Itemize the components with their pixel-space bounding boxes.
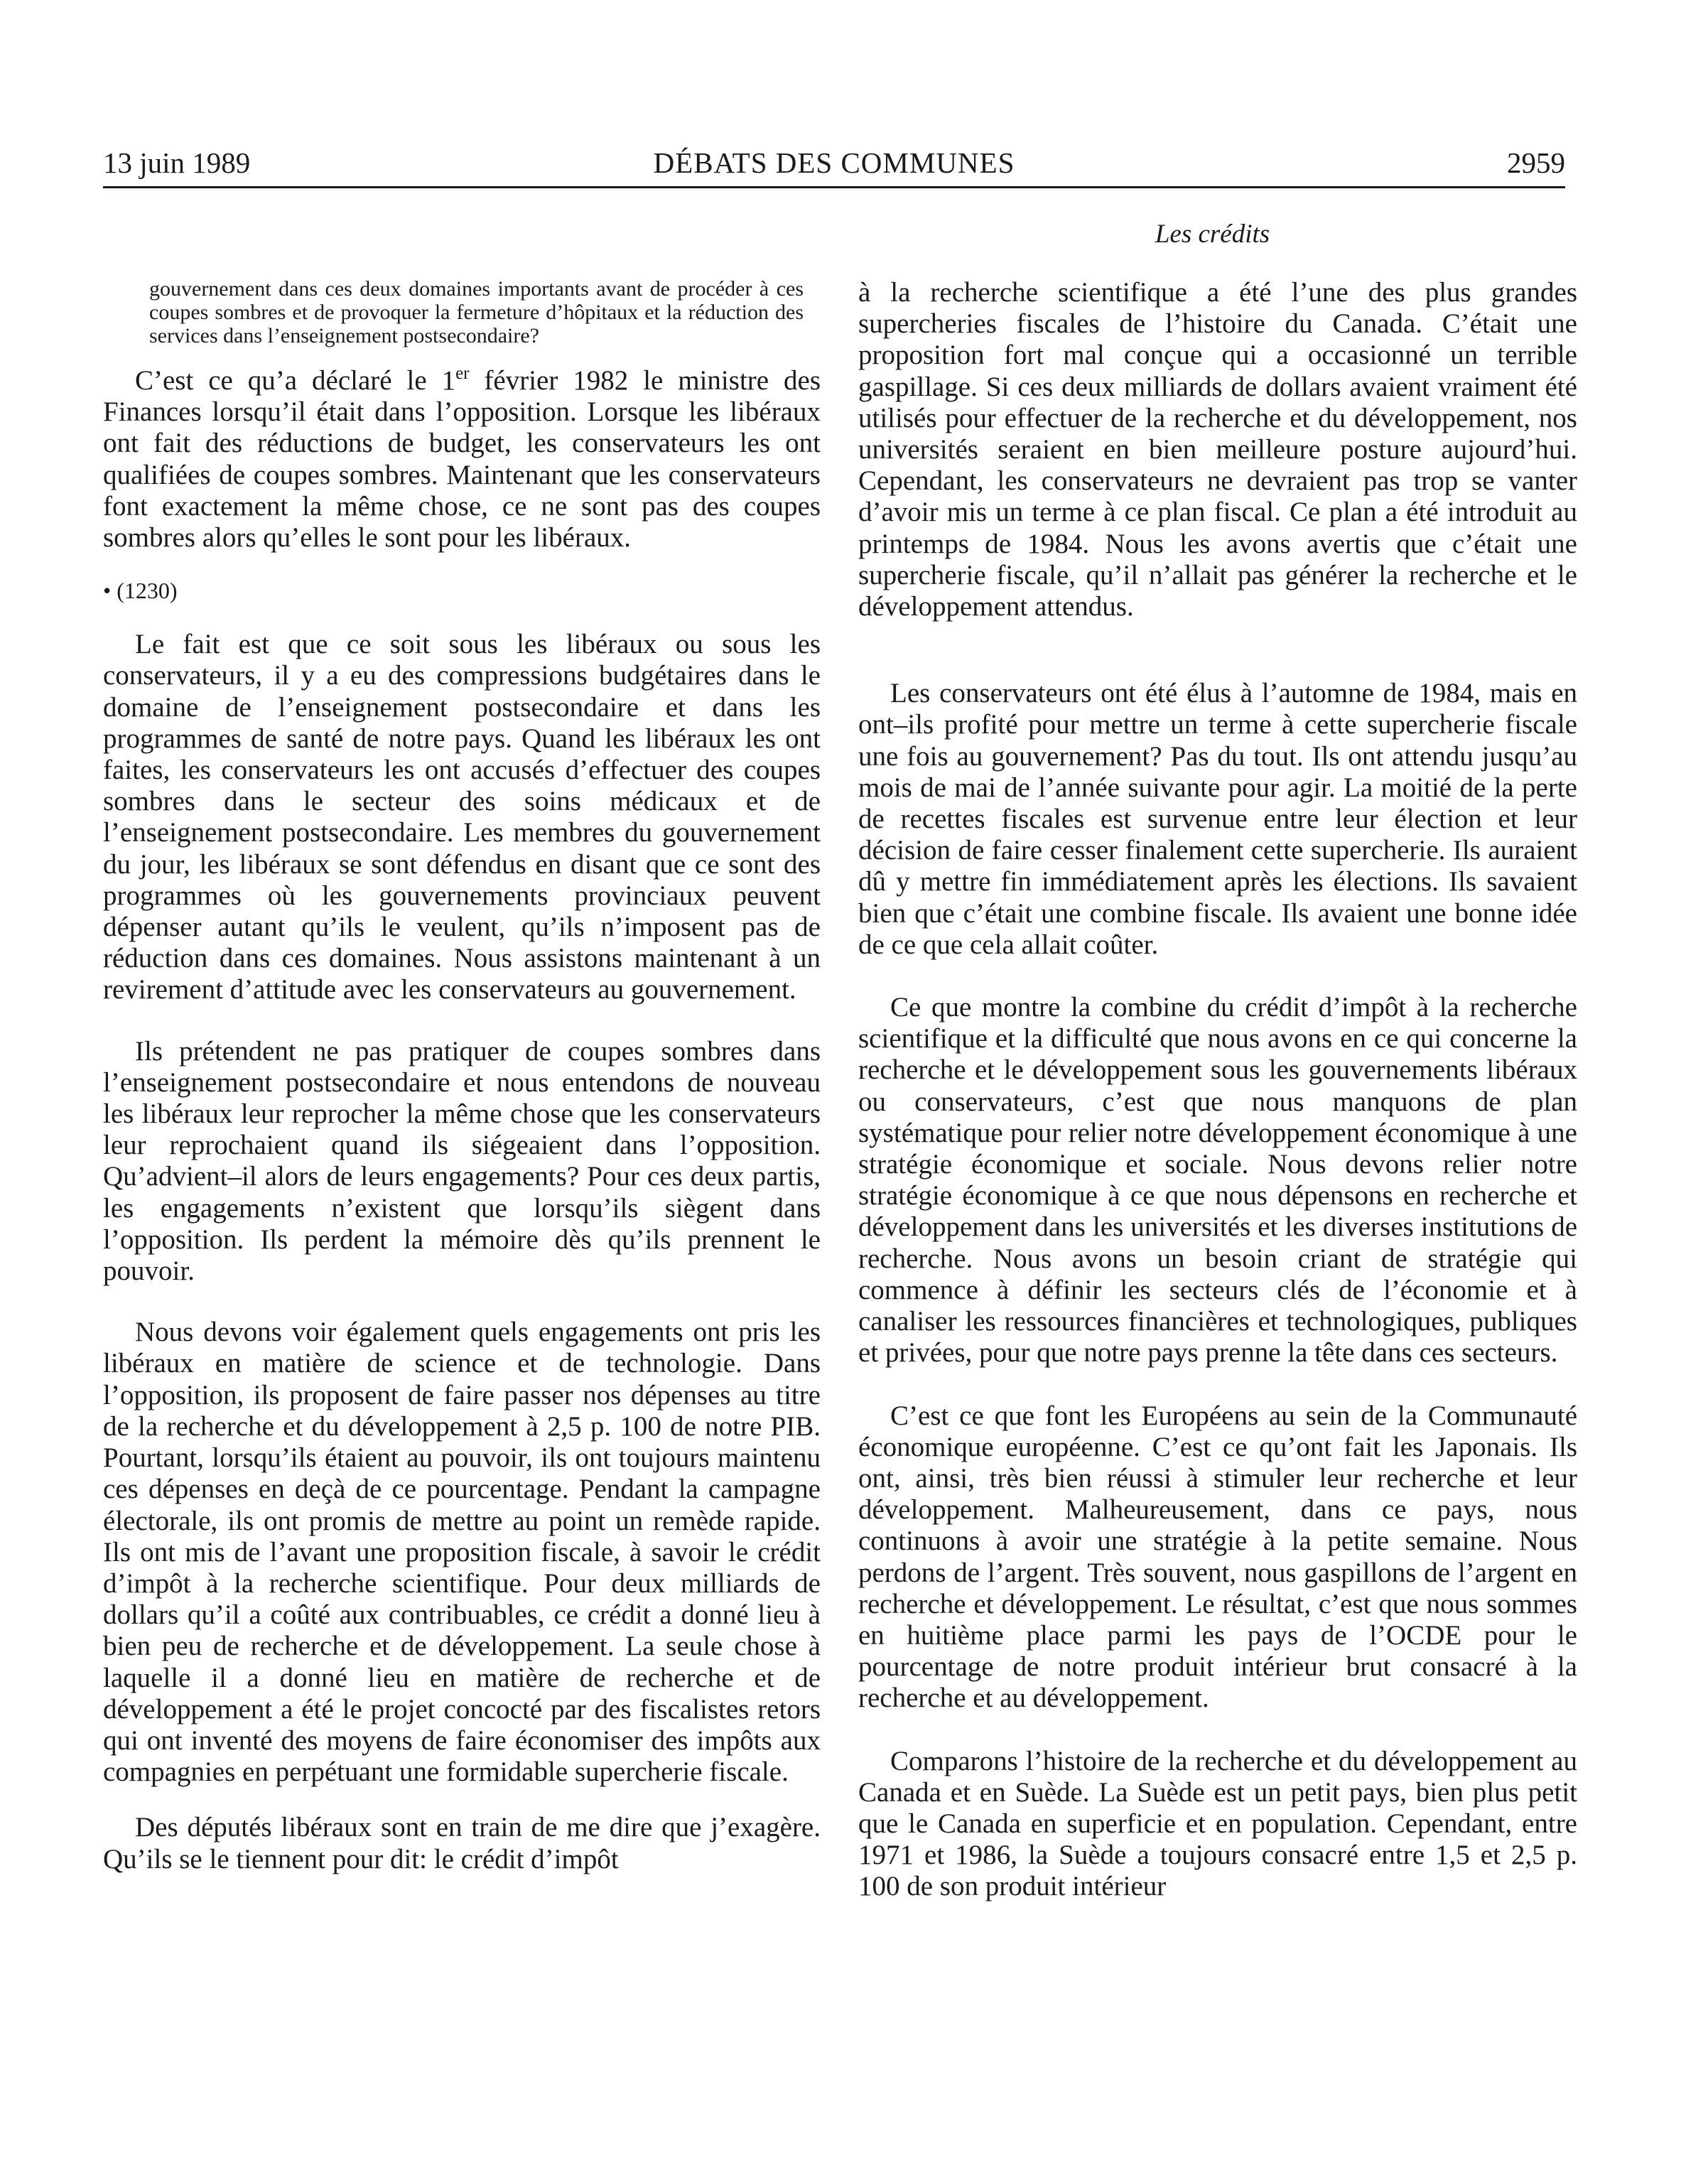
paragraph: Comparons l’histoire de la recherche et du développement au Canada et en Suède. La Suède est un petit pays, bien plus petit que le Canada en superficie et en population. Cependant, entre 1971 et 1986, la Suède a toujours consacré entre 1,5 et 2,5 p. 100 de son produit intérieur	[858, 1745, 1577, 1902]
left-column	[103, 277, 821, 1875]
quoted-passage: gouvernement dans ces deux domaines importants avant de procéder à ces coupes sombres et de provoquer la fermeture d’hôpitaux et la réduction des services dans l’enseignement postsecondaire?	[149, 277, 804, 347]
header-page-number: 2959	[1507, 146, 1565, 179]
header-title: DÉBATS DES COMMUNES	[653, 146, 1015, 179]
paragraph: Ils prétendent ne pas pratiquer de coupes sombres dans l’enseignement postsecondaire et nous entendons de nouveau les libéraux leur reprocher la même chose que les conservateurs leur reprochaient quand ils siégeaient dans l’opposition. Qu’advient–il alors de leurs engagements? Pour ces deux partis, les engagements n’existent que lorsqu’ils siègent dans l’opposition. Ils perdent la mémoire dès qu’ils prennent le pouvoir.	[103, 1035, 821, 1287]
right-column	[858, 277, 1577, 1903]
time-marker: • (1230)	[103, 578, 178, 604]
header-date: 13 juin 1989	[103, 146, 251, 179]
paragraph-text: C’est ce qu’a déclaré le 1	[135, 365, 456, 396]
paragraph: à la recherche scientifique a été l’une des plus grandes supercheries fiscales de l’histoire du Canada. C’était une proposition fort mal conçue qui a occasionné un terrible gaspillage. Si ces deux milliards de dollars avaient vraiment été utilisés pour effectuer de la recherche et du développement, nos universités seraient en bien meilleure posture aujourd’hui. Cependant, les conservateurs ne devraient pas trop se vanter d’avoir mis un terme à ce plan fiscal. Ce plan a été introduit au printemps de 1984. Nous les avons avertis que c’était une supercherie fiscale, qu’il n’allait pas générer la recherche et le développement attendus.	[858, 277, 1577, 622]
paragraph: Nous devons voir également quels engagements ont pris les libéraux en matière de science et de technologie. Dans l’opposition, ils proposent de faire passer nos dépenses au titre de la recherche et du développement à 2,5 p. 100 de notre PIB. Pourtant, lorsqu’ils étaient au pouvoir, ils ont toujours maintenu ces dépenses en deçà de ce pourcentage. Pendant la campagne électorale, ils ont promis de mettre au point un remède rapide. Ils ont mis de l’avant une proposition fiscale, à savoir le crédit d’impôt à la recherche scientifique. Pour deux milliards de dollars qu’il a coûté aux contribuables, ce crédit a donné lieu à bien peu de recherche et de développement. La seule chose à laquelle il a donné lieu en matière de recherche et de développement a été le projet concocté par des fiscalistes retors qui ont inventé des moyens de faire économiser des impôts aux compagnies en perpétuant une formidable supercherie fiscale.	[103, 1317, 821, 1788]
paragraph: Ce que montre la combine du crédit d’impôt à la recherche scientifique et la difficulté que nous avons en ce qui concerne la recherche et le développement sous les gouvernements libéraux ou conservateurs, c’est que nous manquons de plan systématique pour relier notre développement économique à une stratégie économique et sociale. Nous devons relier notre stratégie économique à ce que nous dépensons en recherche et développement dans les universités et les diverses institutions de recherche. Nous avons un besoin criant de stratégie qui commence à définir les secteurs clés de l’économie et à canaliser les ressources financières et technologiques, publiques et privées, pour que notre pays prenne la tête dans ces secteurs.	[858, 992, 1577, 1369]
paragraph: C’est ce que font les Européens au sein de la Communauté économique européenne. C’est ce qu’ont fait les Japonais. Ils ont, ainsi, très bien réussi à stimuler leur recherche et leur développement. Malheureusement, dans ce pays, nous continuons à avoir une stratégie à la petite semaine. Nous perdons de l’argent. Très souvent, nous gaspillons de l’argent en recherche et développement. Le résultat, c’est que nous sommes en huitième place parmi les pays de l’OCDE pour le pourcentage de notre produit intérieur brut consacré à la recherche et au développement.	[858, 1400, 1577, 1714]
paragraph-text: février 1982 le ministre des Finances lorsqu’il était dans l’opposition. Lorsque les libéraux ont fait des réductions de budget, les conservateurs les ont qualifiées de coupes sombres. Maintenant que les conservateurs font exactement la même chose, ce ne sont pas des coupes sombres alors qu’elles le sont pour les libéraux.	[103, 365, 821, 554]
page-header	[103, 146, 1565, 185]
superscript: er	[455, 364, 470, 383]
header-rule	[103, 186, 1565, 188]
paragraph	[103, 365, 821, 554]
paragraph: Le fait est que ce soit sous les libéraux ou sous les conservateurs, il y a eu des compressions budgétaires dans le domaine de l’enseignement postsecondaire et dans les programmes de santé de notre pays. Quand les libéraux les ont faites, les conservateurs les ont accusés d’effectuer des coupes sombres dans le secteur des soins médicaux et de l’enseignement postsecondaire. Les membres du gouvernement du jour, les libéraux se sont défendus en disant que ce sont des programmes où les gouvernements provinciaux peuvent dépenser autant qu’ils le veulent, qu’ils n’imposent pas de réduction dans ces domaines. Nous assistons maintenant à un revirement d’attitude avec les conservateurs au gouvernement.	[103, 629, 821, 1005]
section-title: Les crédits	[1155, 220, 1270, 249]
paragraph: Les conservateurs ont été élus à l’automne de 1984, mais en ont–ils profité pour mettre un terme à cette supercherie fiscale une fois au gouvernement? Pas du tout. Ils ont attendu jusqu’au mois de mai de l’année suivante pour agir. La moitié de la perte de recettes fiscales est survenue entre leur élection et leur décision de faire cesser finalement cette supercherie. Ils auraient dû y mettre fin immédiatement après les élections. Ils savaient bien que c’était une combine fiscale. Ils avaient une bonne idée de ce que cela allait coûter.	[858, 678, 1577, 960]
paragraph: Des députés libéraux sont en train de me dire que j’exagère. Qu’ils se le tiennent pour dit: le crédit d’impôt	[103, 1812, 821, 1874]
